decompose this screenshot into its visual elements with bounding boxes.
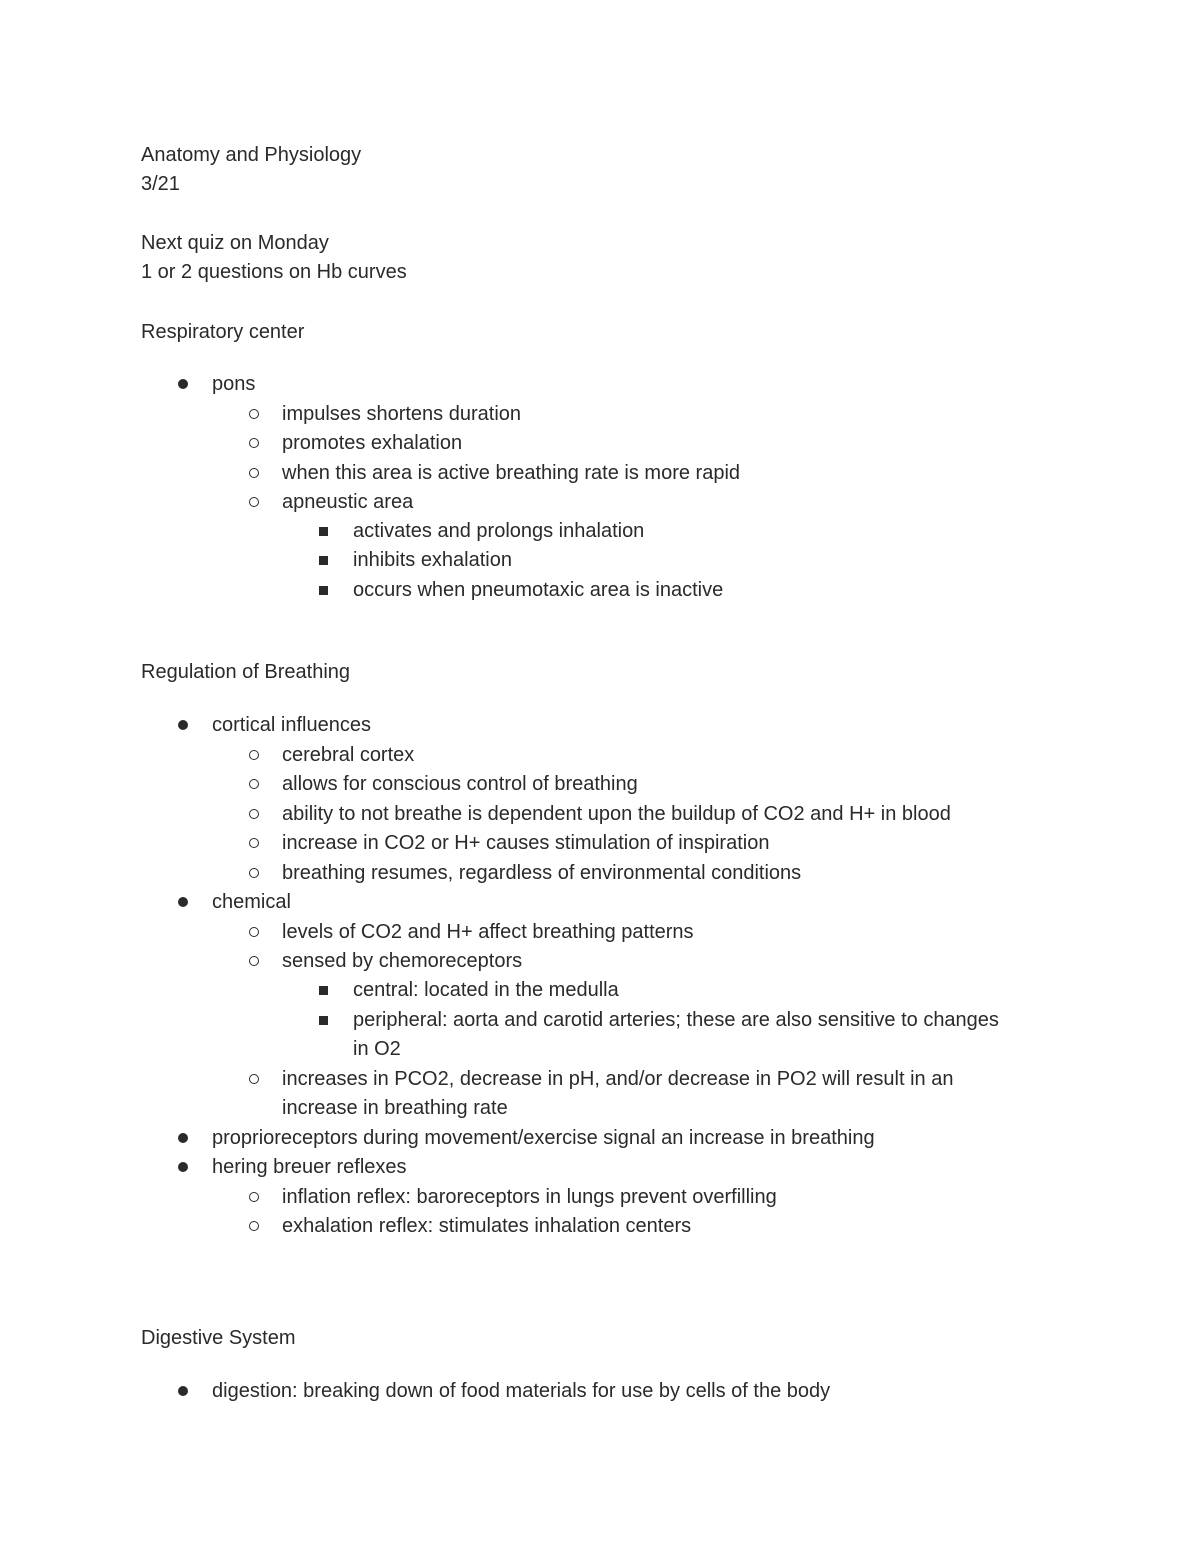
quiz-detail: 1 or 2 questions on Hb curves bbox=[141, 261, 407, 283]
list-item: impulses shortens duration bbox=[282, 403, 522, 425]
list-item: exhalation reflex: stimulates inhalation centers bbox=[282, 1215, 692, 1237]
note-date: 3/21 bbox=[141, 173, 180, 195]
bullet-square bbox=[319, 986, 328, 995]
list-item: allows for conscious control of breathing bbox=[282, 773, 638, 795]
bullet-disc bbox=[178, 720, 188, 730]
list-item: inhibits exhalation bbox=[353, 549, 512, 571]
list-item-continuation: increase in breathing rate bbox=[282, 1097, 508, 1119]
list-item-pons: pons bbox=[212, 373, 256, 395]
bullet-circle bbox=[249, 750, 259, 760]
bullet-circle bbox=[249, 1192, 259, 1202]
list-item: digestion: breaking down of food materials for use by cells of the body bbox=[212, 1380, 831, 1402]
bullet-circle bbox=[249, 409, 259, 419]
quiz-note: Next quiz on Monday bbox=[141, 232, 329, 254]
bullet-circle bbox=[249, 809, 259, 819]
bullet-disc bbox=[178, 1133, 188, 1143]
bullet-circle bbox=[249, 927, 259, 937]
bullet-circle bbox=[249, 1074, 259, 1084]
page-title: Anatomy and Physiology bbox=[141, 144, 362, 166]
bullet-square bbox=[319, 527, 328, 536]
list-item-cortical: cortical influences bbox=[212, 714, 371, 736]
section-heading-respiratory: Respiratory center bbox=[141, 321, 305, 343]
list-item-chemical: chemical bbox=[212, 891, 291, 913]
bullet-circle bbox=[249, 838, 259, 848]
bullet-circle bbox=[249, 497, 259, 507]
bullet-disc bbox=[178, 1162, 188, 1172]
list-item: increase in CO2 or H+ causes stimulation of inspiration bbox=[282, 832, 770, 854]
list-item: inflation reflex: baroreceptors in lungs prevent overfilling bbox=[282, 1186, 777, 1208]
bullet-disc bbox=[178, 897, 188, 907]
list-item: sensed by chemoreceptors bbox=[282, 950, 523, 972]
bullet-circle bbox=[249, 868, 259, 878]
list-item: peripheral: aorta and carotid arteries; these are also sensitive to changes bbox=[353, 1009, 999, 1031]
bullet-square bbox=[319, 1016, 328, 1025]
list-item-continuation: in O2 bbox=[353, 1038, 401, 1060]
list-item-hering: hering breuer reflexes bbox=[212, 1156, 407, 1178]
bullet-circle bbox=[249, 956, 259, 966]
bullet-circle bbox=[249, 438, 259, 448]
list-item: promotes exhalation bbox=[282, 432, 463, 454]
bullet-circle bbox=[249, 779, 259, 789]
list-item: cerebral cortex bbox=[282, 744, 415, 766]
list-item: when this area is active breathing rate is more rapid bbox=[282, 462, 741, 484]
list-item: occurs when pneumotaxic area is inactive bbox=[353, 579, 724, 601]
bullet-disc bbox=[178, 379, 188, 389]
bullet-circle bbox=[249, 468, 259, 478]
list-item: ability to not breathe is dependent upon the buildup of CO2 and H+ in blood bbox=[282, 803, 951, 825]
list-item: levels of CO2 and H+ affect breathing patterns bbox=[282, 921, 694, 943]
bullet-circle bbox=[249, 1221, 259, 1231]
section-heading-regulation: Regulation of Breathing bbox=[141, 661, 351, 683]
list-item: breathing resumes, regardless of environmental conditions bbox=[282, 862, 802, 884]
bullet-disc bbox=[178, 1386, 188, 1396]
list-item: increases in PCO2, decrease in pH, and/or decrease in PO2 will result in an bbox=[282, 1068, 954, 1090]
list-item: central: located in the medulla bbox=[353, 979, 619, 1001]
bullet-square bbox=[319, 556, 328, 565]
section-heading-digestive: Digestive System bbox=[141, 1327, 296, 1349]
list-item: activates and prolongs inhalation bbox=[353, 520, 645, 542]
list-item-proprioceptors: proprioreceptors during movement/exercise signal an increase in breathing bbox=[212, 1127, 875, 1149]
list-item: apneustic area bbox=[282, 491, 414, 513]
bullet-square bbox=[319, 586, 328, 595]
